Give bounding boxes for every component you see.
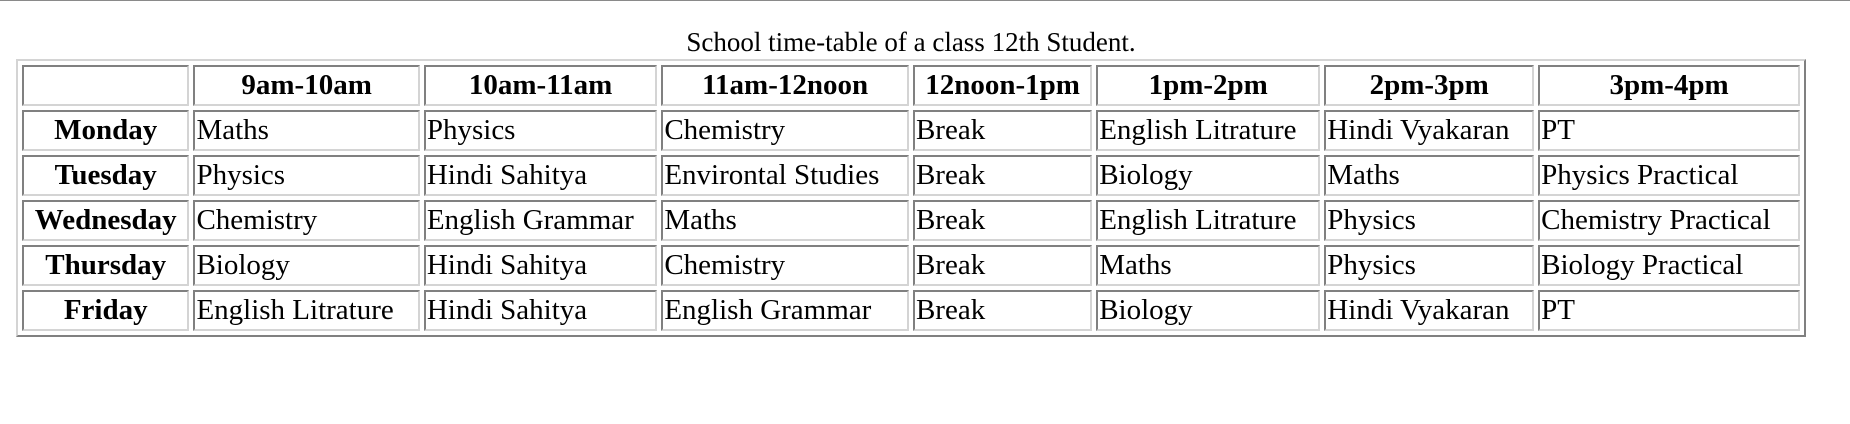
day-header: Thursday [22, 245, 189, 286]
table-cell: Hindi Vyakaran [1324, 110, 1534, 151]
table-cell: English Grammar [661, 290, 909, 331]
table-row [22, 200, 1800, 241]
table-cell: Chemistry [193, 200, 419, 241]
table-cell: Environtal Studies [661, 155, 909, 196]
table-cell: Break [913, 245, 1092, 286]
table-cell: Break [913, 155, 1092, 196]
table-cell: Maths [1096, 245, 1320, 286]
top-divider [0, 0, 1850, 1]
table-cell: PT [1538, 110, 1800, 151]
corner-cell [22, 65, 189, 106]
table-cell: Biology [1096, 155, 1320, 196]
table-cell: Hindi Vyakaran [1324, 290, 1534, 331]
table-cell: Maths [193, 110, 419, 151]
table-cell: Chemistry [661, 110, 909, 151]
table-cell: Chemistry Practical [1538, 200, 1800, 241]
table-cell: English Litrature [193, 290, 419, 331]
time-slot-header: 11am-12noon [661, 65, 909, 106]
timetable-caption: School time-table of a class 12th Student. [686, 27, 1136, 57]
time-slot-header: 10am-11am [424, 65, 657, 106]
table-row [22, 245, 1800, 286]
table-cell: Hindi Sahitya [424, 245, 657, 286]
table-row [22, 155, 1800, 196]
time-slot-header: 3pm-4pm [1538, 65, 1800, 106]
table-cell: English Grammar [424, 200, 657, 241]
table-cell: Maths [661, 200, 909, 241]
table-cell: Biology [193, 245, 419, 286]
time-slot-header: 9am-10am [193, 65, 419, 106]
table-cell: Biology [1096, 290, 1320, 331]
header-row [22, 65, 1800, 106]
table-cell: Maths [1324, 155, 1534, 196]
table-row [22, 290, 1800, 331]
table-cell: English Litrature [1096, 110, 1320, 151]
table-cell: Physics [1324, 245, 1534, 286]
day-header: Friday [22, 290, 189, 331]
table-cell: Physics [193, 155, 419, 196]
table-cell: Hindi Sahitya [424, 155, 657, 196]
day-header: Tuesday [22, 155, 189, 196]
table-cell: PT [1538, 290, 1800, 331]
time-slot-header: 2pm-3pm [1324, 65, 1534, 106]
table-cell: Physics Practical [1538, 155, 1800, 196]
table-cell: English Litrature [1096, 200, 1320, 241]
time-slot-header: 1pm-2pm [1096, 65, 1320, 106]
timetable [16, 25, 1806, 337]
table-row [22, 110, 1800, 151]
time-slot-header: 12noon-1pm [913, 65, 1092, 106]
table-cell: Hindi Sahitya [424, 290, 657, 331]
day-header: Monday [22, 110, 189, 151]
table-cell: Physics [1324, 200, 1534, 241]
table-cell: Break [913, 110, 1092, 151]
table-cell: Break [913, 290, 1092, 331]
table-cell: Chemistry [661, 245, 909, 286]
table-cell: Break [913, 200, 1092, 241]
day-header: Wednesday [22, 200, 189, 241]
table-cell: Biology Practical [1538, 245, 1800, 286]
table-cell: Physics [424, 110, 657, 151]
